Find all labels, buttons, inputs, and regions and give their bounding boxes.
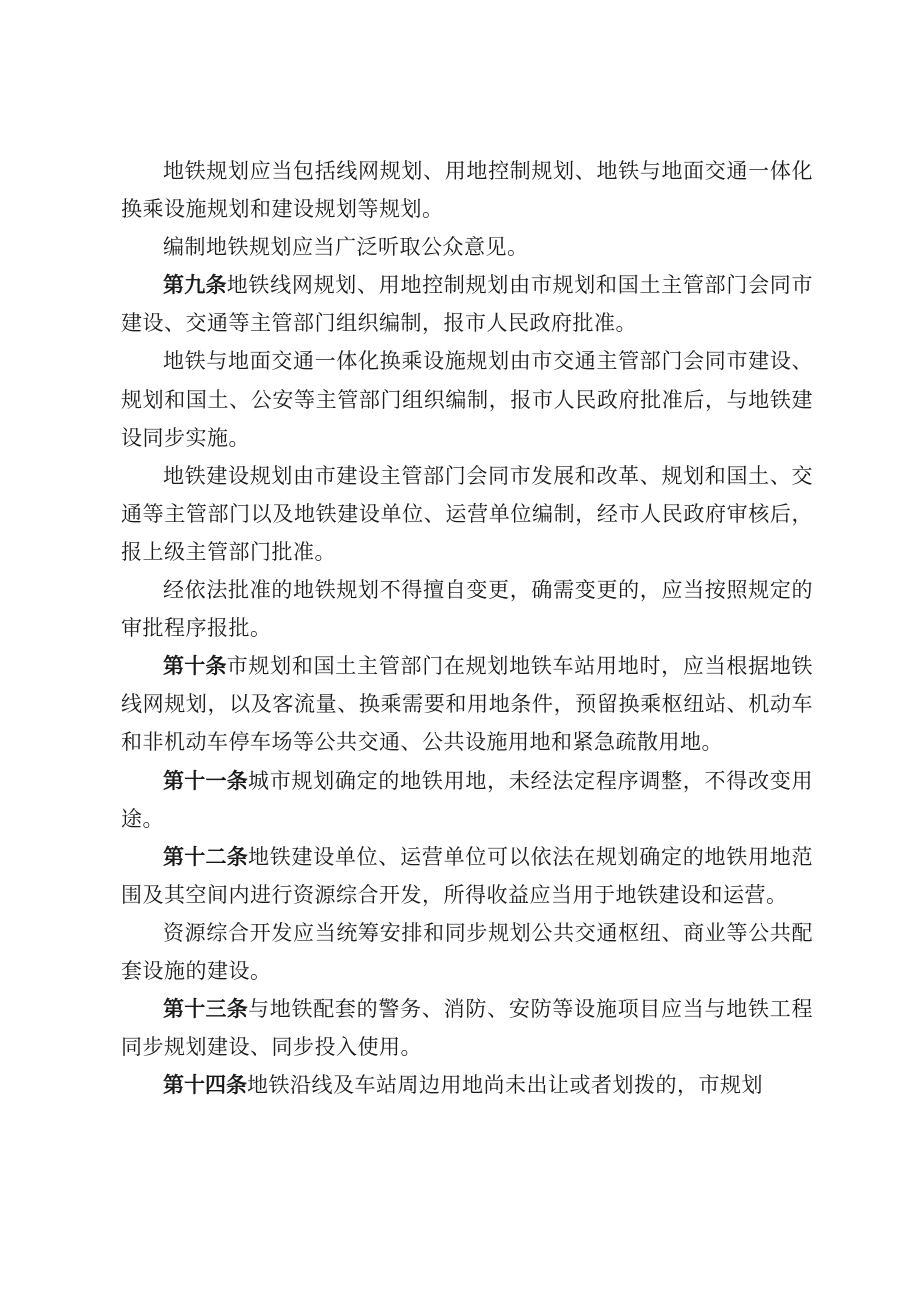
paragraph-text: 地铁与地面交通一体化换乘设施规划由市交通主管部门会同市建设、规划和国土、公安等主管部门组织编制，报市人民政府批准后，与地铁建设同步实施。 [121, 349, 813, 450]
paragraph-10 [121, 914, 813, 990]
paragraph-6 [121, 571, 813, 647]
paragraph-text: 地铁建设规划由市建设主管部门会同市发展和改革、规划和国土、交通等主管部门以及地铁建设单位、运营单位编制，经市人民政府审核后，报上级主管部门批准。 [121, 463, 813, 564]
paragraph-text: 地铁沿线及车站周边用地尚未出让或者划拨的，市规划 [247, 1073, 763, 1098]
paragraph-article-12 [121, 838, 813, 914]
paragraph-text: 地铁线网规划、用地控制规划由市规划和国土主管部门会同市建设、交通等主管部门组织编制，报市人民政府批准。 [121, 273, 814, 336]
document-body [121, 152, 813, 1104]
article-heading: 第十一条 [163, 768, 248, 793]
paragraph-text: 市规划和国土主管部门在规划地铁车站用地时，应当根据地铁线网规划，以及客流量、换乘需要和用地条件，预留换乘枢纽站、机动车和非机动车停车场等公共交通、公共设施用地和紧急疏散用地。 [121, 654, 814, 755]
paragraph-text: 资源综合开发应当统筹安排和同步规划公共交通枢纽、商业等公共配套设施的建设。 [121, 920, 813, 983]
paragraph-5 [121, 457, 813, 571]
paragraph-text: 地铁规划应当包括线网规划、用地控制规划、地铁与地面交通一体化换乘设施规划和建设规划等规划。 [121, 159, 813, 222]
paragraph-article-11 [121, 762, 813, 838]
paragraph-article-14 [121, 1066, 813, 1104]
article-heading: 第十三条 [163, 997, 248, 1022]
article-heading: 第十二条 [163, 844, 248, 869]
article-heading: 第九条 [163, 273, 227, 298]
paragraph-article-10 [121, 647, 813, 761]
paragraph-text: 城市规划确定的地铁用地，未经法定程序调整，不得改变用途。 [121, 768, 814, 831]
paragraph-1 [121, 152, 813, 228]
article-heading: 第十条 [163, 654, 227, 679]
paragraph-text: 与地铁配套的警务、消防、安防等设施项目应当与地铁工程同步规划建设、同步投入使用。 [121, 997, 814, 1060]
paragraph-article-9 [121, 266, 813, 342]
paragraph-4 [121, 342, 813, 456]
paragraph-2 [121, 228, 813, 266]
paragraph-article-13 [121, 990, 813, 1066]
paragraph-text: 编制地铁规划应当广泛听取公众意见。 [163, 235, 529, 260]
paragraph-text: 经依法批准的地铁规划不得擅自变更，确需变更的，应当按照规定的审批程序报批。 [121, 578, 813, 641]
paragraph-text: 地铁建设单位、运营单位可以依法在规划确定的地铁用地范围及其空间内进行资源综合开发，所得收益应当用于地铁建设和运营。 [121, 844, 814, 907]
article-heading: 第十四条 [163, 1073, 247, 1098]
